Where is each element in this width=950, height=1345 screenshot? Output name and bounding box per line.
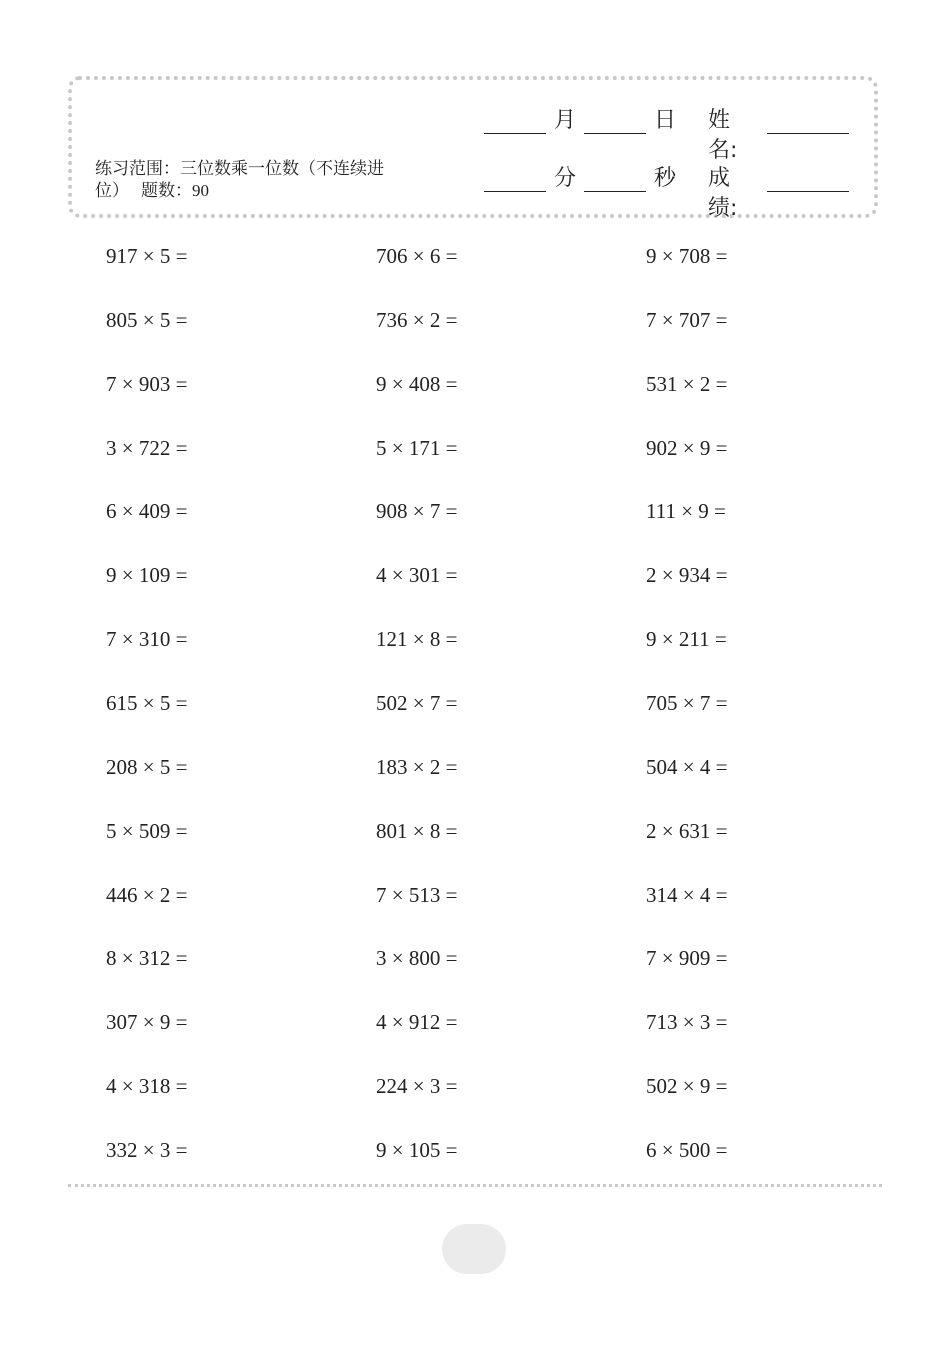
minute-blank[interactable] <box>484 191 546 192</box>
problem-item: 3 × 722 = <box>106 436 188 460</box>
problem-item: 307 × 9 = <box>106 1010 188 1034</box>
problem-item: 531 × 2 = <box>646 372 728 396</box>
month-label: 月 <box>554 108 577 133</box>
day-blank[interactable] <box>584 133 646 134</box>
problem-item: 183 × 2 = <box>376 755 458 779</box>
problem-item: 6 × 409 = <box>106 499 188 523</box>
problem-item: 615 × 5 = <box>106 691 188 715</box>
problem-item: 8 × 312 = <box>106 946 188 970</box>
name-label: 姓名: <box>708 108 738 163</box>
problem-item: 2 × 934 = <box>646 563 728 587</box>
score-blank[interactable] <box>767 191 849 192</box>
problem-item: 2 × 631 = <box>646 819 728 843</box>
bottom-divider <box>68 1184 882 1187</box>
problem-item: 4 × 912 = <box>376 1010 458 1034</box>
problem-item: 9 × 211 = <box>646 627 727 651</box>
problem-item: 3 × 800 = <box>376 946 458 970</box>
scope-text: 练习范围：三位数乘一位数（不连续进位） <box>95 159 384 201</box>
problem-item: 801 × 8 = <box>376 819 458 843</box>
problem-item: 7 × 310 = <box>106 627 188 651</box>
problem-item: 713 × 3 = <box>646 1010 728 1034</box>
problem-item: 908 × 7 = <box>376 499 458 523</box>
problem-item: 502 × 9 = <box>646 1074 728 1098</box>
problem-item: 446 × 2 = <box>106 883 188 907</box>
question-count-value: 90 <box>192 181 209 200</box>
problem-item: 7 × 707 = <box>646 308 728 332</box>
name-blank[interactable] <box>767 133 849 134</box>
problem-item: 902 × 9 = <box>646 436 728 460</box>
problem-item: 9 × 105 = <box>376 1138 458 1162</box>
month-blank[interactable] <box>484 133 546 134</box>
problem-item: 504 × 4 = <box>646 755 728 779</box>
problem-item: 4 × 301 = <box>376 563 458 587</box>
problem-item: 706 × 6 = <box>376 244 458 268</box>
problem-item: 6 × 500 = <box>646 1138 728 1162</box>
score-label: 成绩: <box>708 166 738 221</box>
problem-item: 5 × 171 = <box>376 436 458 460</box>
question-count-label: 题数： <box>141 181 192 201</box>
problem-item: 5 × 509 = <box>106 819 188 843</box>
second-label: 秒 <box>654 166 677 191</box>
problem-item: 208 × 5 = <box>106 755 188 779</box>
page-number-pill <box>442 1224 506 1274</box>
problem-item: 7 × 903 = <box>106 372 188 396</box>
problem-item: 224 × 3 = <box>376 1074 458 1098</box>
day-label: 日 <box>654 108 677 133</box>
problem-item: 9 × 708 = <box>646 244 728 268</box>
problem-item: 502 × 7 = <box>376 691 458 715</box>
problem-item: 9 × 109 = <box>106 563 188 587</box>
minute-label: 分 <box>554 166 577 191</box>
problem-item: 9 × 408 = <box>376 372 458 396</box>
problem-item: 4 × 318 = <box>106 1074 188 1098</box>
problem-item: 7 × 513 = <box>376 883 458 907</box>
second-blank[interactable] <box>584 191 646 192</box>
problem-item: 111 × 9 = <box>646 499 726 523</box>
problem-item: 7 × 909 = <box>646 946 728 970</box>
problem-item: 332 × 3 = <box>106 1138 188 1162</box>
problem-item: 121 × 8 = <box>376 627 458 651</box>
problem-item: 736 × 2 = <box>376 308 458 332</box>
practice-scope <box>95 158 385 202</box>
problem-item: 917 × 5 = <box>106 244 188 268</box>
problem-item: 805 × 5 = <box>106 308 188 332</box>
problem-item: 705 × 7 = <box>646 691 728 715</box>
problem-item: 314 × 4 = <box>646 883 728 907</box>
